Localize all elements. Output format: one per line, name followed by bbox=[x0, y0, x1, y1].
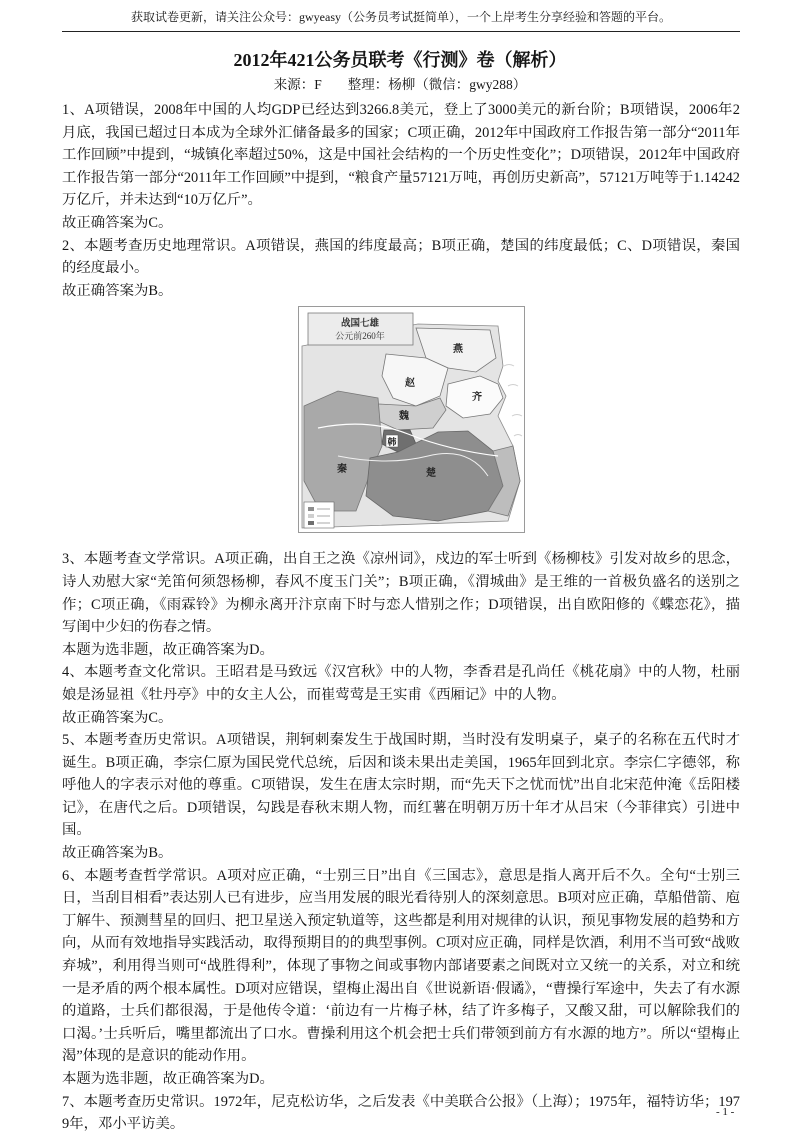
question-4-explanation: 4、本题考查文化常识。王昭君是马致远《汉宫秋》中的人物，李香君是孔尚任《桃花扇》中的人物，杜丽娘是汤显祖《牡丹亭》中的女主人公，而崔莺莺是王实甫《西厢记》中的人物。 bbox=[62, 664, 740, 703]
legend-swatch bbox=[308, 507, 314, 511]
map-graphic bbox=[298, 306, 525, 533]
document-meta bbox=[0, 74, 800, 96]
source-label: 来源：F bbox=[273, 77, 322, 92]
warring-states-map bbox=[298, 306, 525, 533]
label-han: 韩 bbox=[387, 437, 397, 448]
question-6-explanation: 6、本题考查哲学常识。A项对应正确，“士别三日”出自《三国志》，意思是指人离开后不久。全句“士别三日，当刮目相看”表达别人已有进步，应当用发展的眼光看待别人的深刻意思。B项对应正确，草船借箭、庖丁解牛、预测彗星的回归、把卫星送入预定轨道等，这些都是利用对规律的认识，预见事物发展的趋势和方向，从而有效地指导实践活动，取得预期目的的典型事例。C项对应正确，同样是饮酒，利用不当可致“战败弃城”，利用得当则可“战胜得利”，体现了事物之间或事物内部诸要素之间既对立又统一的关系，对立和统一是矛盾的两个根本属性。D项对应错误，望梅止渴出自《世说新语·假谲》，“曹操行军途中，失去了有水源的道路，士兵们都很渴，于是他传令道：‘前边有一片梅子林，结了许多梅子，又酸又甜，可以解除我们的口渴。’士兵听后，嘴里都流出了口水。曹操利用这个机会把士兵们带领到前方有水源的地方”。所以“望梅止渴”体现的是意识的能动作用。 bbox=[62, 867, 740, 1065]
question-7-explanation: 7、本题考查历史常识。1972年，尼克松访华，之后发表《中美联合公报》（上海）；1975年，福特访华；1979年，邓小平访美。 bbox=[62, 1093, 740, 1133]
question-1-answer: 故正确答案为C。 bbox=[62, 214, 173, 231]
question-2-answer: 故正确答案为B。 bbox=[62, 282, 173, 299]
question-3-answer: 本题为选非题，故正确答案为D。 bbox=[62, 641, 274, 658]
header-notice: 获取试卷更新，请关注公众号：gwyeasy（公务员考试挺简单），一个上岸考生分享经验和答题的平台。 bbox=[131, 10, 671, 24]
page-header bbox=[62, 6, 740, 32]
label-qi: 齐 bbox=[472, 392, 482, 404]
question-4-answer: 故正确答案为C。 bbox=[62, 709, 173, 726]
label-chu: 楚 bbox=[426, 468, 436, 480]
legend-swatch bbox=[308, 514, 314, 518]
question-5-explanation: 5、本题考查历史常识。A项错误，荆轲刺秦发生于战国时期，当时没有发明桌子，桌子的名称在五代时才诞生。B项正确，李宗仁原为国民党代总统，后因和谈未果出走美国，1965年回到北京。李宗仁字德邻，称呼他人的字表示对他的尊重。C项错误，发生在唐太宗时期，而“先天下之忧而忧”出自北宋范仲淹《岳阳楼记》，在唐代之后。D项错误，勾践是春秋末期人物，而红薯在明朝万历十年才从吕宋（今菲律宾）引进中国。 bbox=[62, 732, 740, 839]
label-zhao: 赵 bbox=[405, 378, 415, 390]
label-qin: 秦 bbox=[337, 464, 347, 476]
legend-swatch bbox=[308, 521, 314, 525]
question-3-explanation: 3、本题考查文学常识。A项正确，出自王之涣《凉州词》，戍边的军士听到《杨柳枝》引发对故乡的思念，诗人劝慰大家“羌笛何须怨杨柳，春风不度玉门关”；B项正确，《渭城曲》是王维的一首极负盛名的送别之作；C项正确，《雨霖铃》为柳永离开汴京南下时与恋人惜别之作；D项错误，出自欧阳修的《蝶恋花》，描写闺中少妇的伤春之情。 bbox=[62, 551, 740, 636]
document-body bbox=[62, 99, 740, 1136]
editor-label: 整理：杨柳（微信：gwy288） bbox=[347, 77, 527, 92]
question-2-explanation: 2、本题考查历史地理常识。A项错误，燕国的纬度最高；B项正确，楚国的纬度最低；C、D项错误，秦国的经度最小。 bbox=[62, 237, 740, 277]
label-wei: 魏 bbox=[399, 411, 409, 423]
page-number: - 1 - bbox=[716, 1106, 735, 1118]
question-6-answer: 本题为选非题，故正确答案为D。 bbox=[62, 1071, 274, 1087]
document-title: 2012年421公务员联考《行测》卷（解析） bbox=[233, 50, 567, 70]
map-title: 战国七雄 bbox=[340, 319, 380, 330]
map-subtitle: 公元前260年 bbox=[335, 331, 385, 342]
question-1-explanation: 1、A项错误，2008年中国的人均GDP已经达到3266.8美元，登上了3000美元的新台阶；B项错误，2006年2月底，我国已超过日本成为全球外汇储备最多的国家；C项正确，2012年中国政府工作报告第一部分“2011年工作回顾”中提到，“城镇化率超过50%，这是中国社会结构的一个历史性变化”；D项错误，2012年中国政府工作报告第一部分“2011年工作回顾”中提到，“粮食产量57121万吨，再创历史新高”，57121万吨等于1.14242万亿斤，并未达到“10万亿斤”。 bbox=[62, 102, 740, 209]
label-yan: 燕 bbox=[453, 344, 463, 356]
question-5-answer: 故正确答案为B。 bbox=[62, 845, 173, 862]
